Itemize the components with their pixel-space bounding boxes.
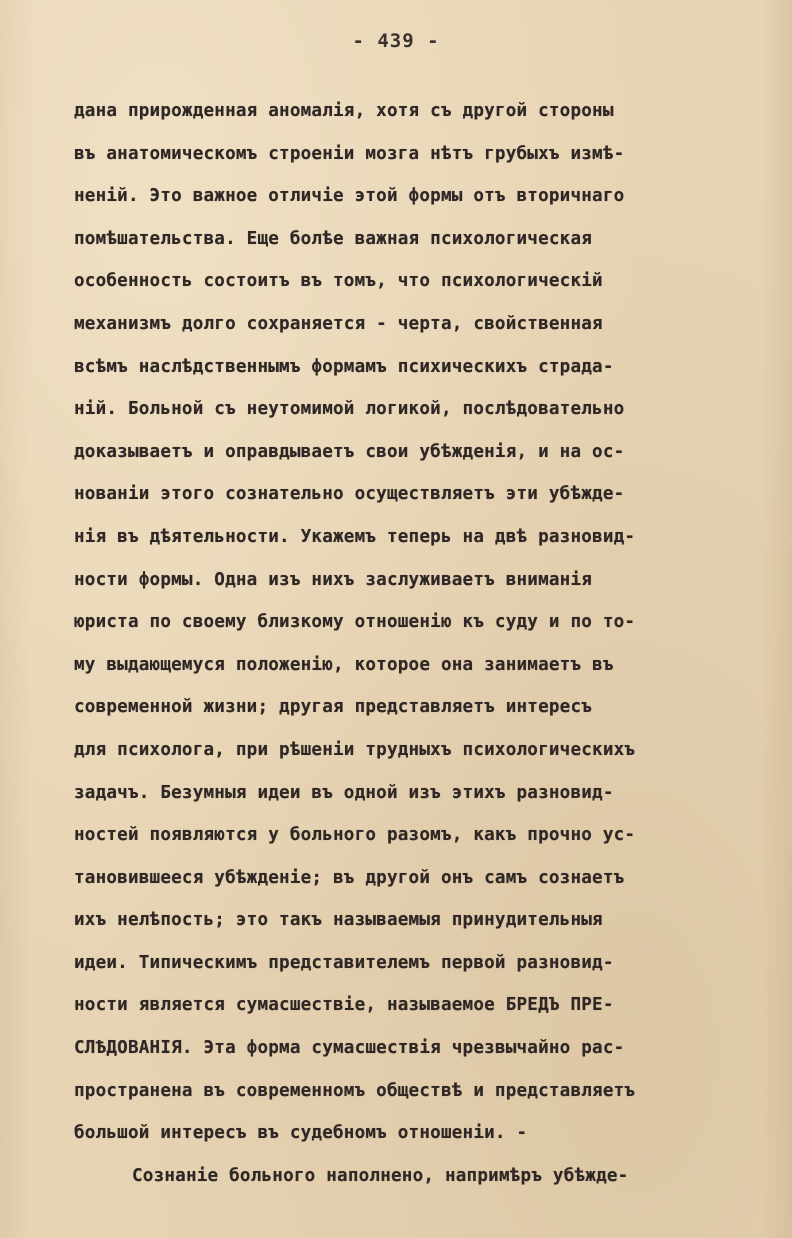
text-line: ній. Больной съ неутомимой логикой, послѣдовательно xyxy=(74,399,625,420)
text-line: современной жизни; другая представляетъ интересъ xyxy=(74,697,593,718)
text-line: идеи. Типическимъ представителемъ первой разновид- xyxy=(74,952,614,973)
text-line: большой интересъ въ судебномъ отношеніи. - xyxy=(74,1123,528,1144)
text-line: дана прирожденная аномалія, хотя съ другой стороны xyxy=(74,101,614,121)
paragraph-start-line: Сознаніе больного наполнено, напримѣръ убѣжде- xyxy=(132,1165,629,1186)
text-line: механизмъ долго сохраняется - черта, свойственная xyxy=(74,313,603,334)
text-line: тановившееся убѣжденіе; въ другой онъ самъ сознаетъ xyxy=(74,867,625,888)
text-line: всѣмъ наслѣдственнымъ формамъ психическихъ страда- xyxy=(74,356,614,377)
text-line: помѣшательства. Еще болѣе важная психологическая xyxy=(74,228,593,249)
text-line: ихъ нелѣпость; это такъ называемыя принудительныя xyxy=(74,910,603,931)
text-line: ности формы. Одна изъ нихъ заслуживаетъ вниманія xyxy=(74,569,593,590)
text-line: юриста по своему близкому отношенію къ суду и по то- xyxy=(74,612,636,633)
text-line: нія въ дѣятельности. Укажемъ теперь на двѣ разновид- xyxy=(74,526,636,547)
text-line: для психолога, при рѣшеніи трудныхъ психологическихъ xyxy=(74,739,636,760)
text-line: въ анатомическомъ строеніи мозга нѣтъ грубыхъ измѣ- xyxy=(74,143,625,164)
text-line: му выдающемуся положенію, которое она занимаетъ въ xyxy=(74,654,614,675)
text-line: ности является сумасшествіе, называемое БРЕДЪ ПРЕ- xyxy=(74,995,614,1016)
text-line: задачъ. Безумныя идеи въ одной изъ этихъ разновид- xyxy=(74,782,614,803)
text-line: нованіи этого сознательно осуществляетъ эти убѣжде- xyxy=(74,484,625,505)
text-line: ностей появляются у больного разомъ, какъ прочно ус- xyxy=(74,825,636,846)
text-line: СЛѢДОВАНІЯ. Эта форма сумасшествія чрезвычайно рас- xyxy=(74,1038,625,1059)
text-line: неній. Это важное отличіе этой формы отъ вторичнаго xyxy=(74,186,625,207)
text-line: доказываетъ и оправдываетъ свои убѣжденія, и на ос- xyxy=(74,441,625,462)
body-text xyxy=(74,96,734,1203)
text-line: пространена въ современномъ обществѣ и представляетъ xyxy=(74,1080,636,1101)
page-number: - 439 - xyxy=(352,30,440,52)
text-line: особенность состоитъ въ томъ, что психологическій xyxy=(74,271,603,292)
